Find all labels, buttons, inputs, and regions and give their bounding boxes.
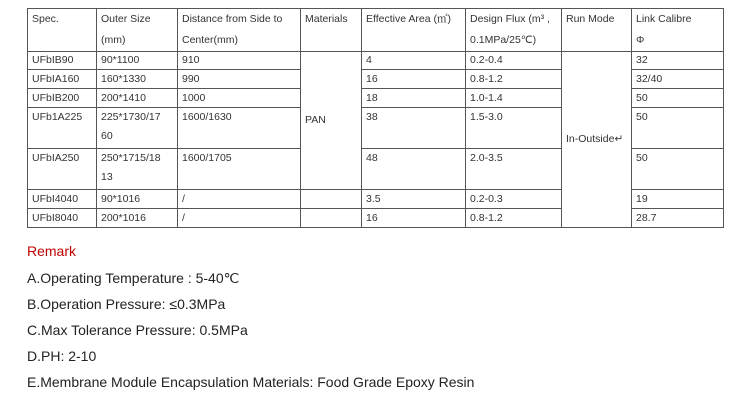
cell-outer-size: 225*1730/17 60 [97, 108, 178, 149]
cell-outer-size: 90*1100 [97, 52, 178, 70]
cell-run-mode: In-Outside↵ [562, 52, 632, 228]
cell-link-calibre: 32/40 [632, 70, 724, 89]
table-header-row [28, 9, 724, 52]
cell-effective-area: 3.5 [362, 190, 466, 209]
header-outer-size: Outer Size (mm) [97, 9, 178, 52]
cell-design-flux: 1.0-1.4 [466, 89, 562, 108]
cell-materials-empty [301, 209, 362, 228]
remark-item-max-tolerance-pressure: C.Max Tolerance Pressure: 0.5MPa [27, 322, 248, 338]
cell-outer-size: 90*1016 [97, 190, 178, 209]
cell-link-calibre: 50 [632, 89, 724, 108]
header-link-calibre: Link Calibre Φ [632, 9, 724, 52]
remark-item-operation-pressure: B.Operation Pressure: ≤0.3MPa [27, 296, 226, 312]
remark-title: Remark [27, 243, 77, 259]
cell-spec: UFbIA160 [28, 70, 97, 89]
cell-spec: UFbI8040 [28, 209, 97, 228]
cell-materials: PAN [301, 52, 362, 190]
cell-link-calibre: 50 [632, 149, 724, 190]
cell-link-calibre: 19 [632, 190, 724, 209]
header-materials: Materials [301, 9, 362, 52]
cell-effective-area: 4 [362, 52, 466, 70]
cell-link-calibre: 50 [632, 108, 724, 149]
cell-outer-size: 160*1330 [97, 70, 178, 89]
spec-table [27, 8, 724, 228]
cell-materials-empty [301, 190, 362, 209]
cell-distance: / [178, 190, 301, 209]
cell-spec: UFbIA250 [28, 149, 97, 190]
cell-distance: 1600/1630 [178, 108, 301, 149]
header-design-flux: Design Flux (m³ , 0.1MPa/25℃) [466, 9, 562, 52]
cell-design-flux: 2.0-3.5 [466, 149, 562, 190]
cell-link-calibre: 28.7 [632, 209, 724, 228]
cell-distance: / [178, 209, 301, 228]
remark-list [27, 270, 474, 400]
header-run-mode: Run Mode [562, 9, 632, 52]
cell-design-flux: 0.8-1.2 [466, 209, 562, 228]
cell-design-flux: 0.2-0.4 [466, 52, 562, 70]
cell-distance: 1600/1705 [178, 149, 301, 190]
cell-design-flux: 0.8-1.2 [466, 70, 562, 89]
cell-spec: UFbIB200 [28, 89, 97, 108]
cell-distance: 910 [178, 52, 301, 70]
cell-spec: UFbIB90 [28, 52, 97, 70]
cell-outer-size: 250*1715/18 13 [97, 149, 178, 190]
table-row [28, 52, 724, 70]
cell-effective-area: 18 [362, 89, 466, 108]
cell-effective-area: 16 [362, 209, 466, 228]
cell-design-flux: 1.5-3.0 [466, 108, 562, 149]
cell-link-calibre: 32 [632, 52, 724, 70]
cell-outer-size: 200*1410 [97, 89, 178, 108]
cell-effective-area: 38 [362, 108, 466, 149]
cell-outer-size: 200*1016 [97, 209, 178, 228]
cell-design-flux: 0.2-0.3 [466, 190, 562, 209]
cell-spec: UFbI4040 [28, 190, 97, 209]
cell-distance: 990 [178, 70, 301, 89]
header-spec: Spec. [28, 9, 97, 52]
cell-effective-area: 16 [362, 70, 466, 89]
remark-item-ph: D.PH: 2-10 [27, 348, 97, 364]
remark-item-operating-temperature: A.Operating Temperature : 5-40℃ [27, 270, 240, 286]
header-distance: Distance from Side to Center(mm) [178, 9, 301, 52]
header-effective-area: Effective Area (㎡) [362, 9, 466, 52]
cell-effective-area: 48 [362, 149, 466, 190]
remark-item-encapsulation-materials: E.Membrane Module Encapsulation Materials: Food Grade Epoxy Resin [27, 374, 475, 390]
cell-distance: 1000 [178, 89, 301, 108]
cell-spec: UFb1A225 [28, 108, 97, 149]
